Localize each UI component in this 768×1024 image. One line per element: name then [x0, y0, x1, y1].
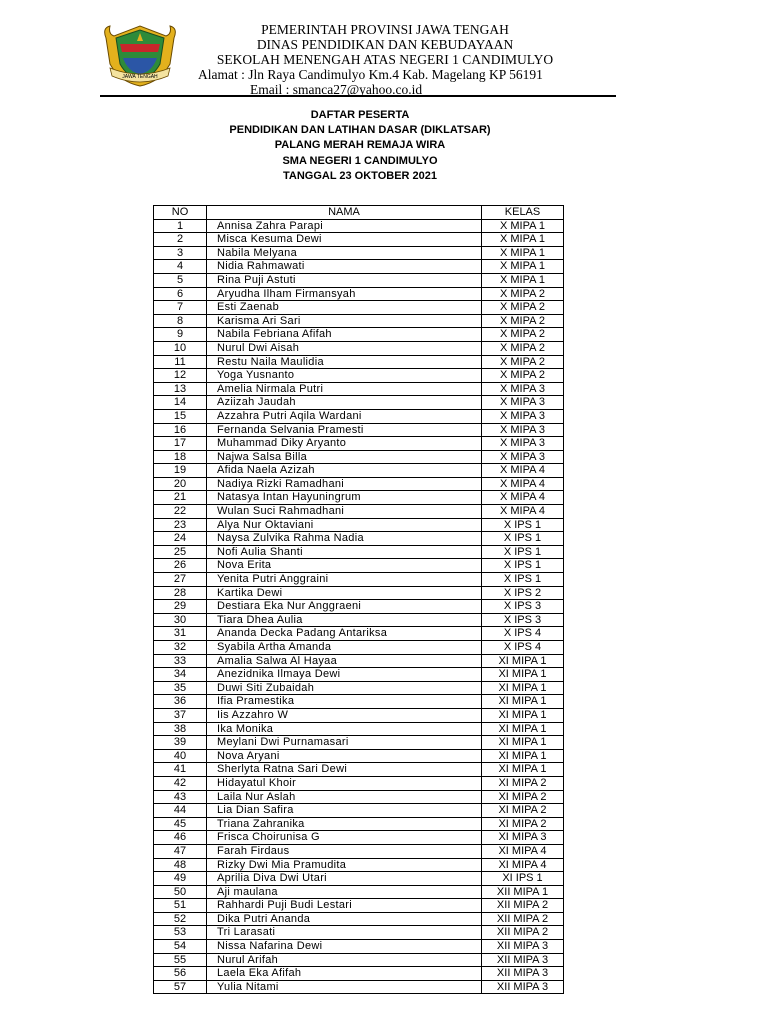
cell-kelas: XI MIPA 1 — [482, 681, 564, 695]
cell-nama: Farah Firdaus — [207, 844, 482, 858]
cell-no: 44 — [154, 804, 207, 818]
table-row — [154, 613, 564, 627]
table-row — [154, 355, 564, 369]
cell-no: 55 — [154, 953, 207, 967]
cell-no: 1 — [154, 219, 207, 233]
cell-no: 57 — [154, 980, 207, 994]
table-row — [154, 804, 564, 818]
cell-no: 43 — [154, 790, 207, 804]
table-row — [154, 314, 564, 328]
cell-no: 49 — [154, 872, 207, 886]
cell-nama: Iis Azzahro W — [207, 708, 482, 722]
column-header-kelas: KELAS — [482, 206, 564, 220]
table-row — [154, 341, 564, 355]
table-row — [154, 328, 564, 342]
cell-kelas: X IPS 4 — [482, 627, 564, 641]
cell-no: 6 — [154, 287, 207, 301]
table-row — [154, 477, 564, 491]
cell-nama: Dika Putri Ananda — [207, 912, 482, 926]
cell-nama: Nofi Aulia Shanti — [207, 545, 482, 559]
cell-kelas: X IPS 3 — [482, 600, 564, 614]
cell-no: 15 — [154, 409, 207, 423]
cell-kelas: XI MIPA 1 — [482, 749, 564, 763]
cell-nama: Natasya Intan Hayuningrum — [207, 491, 482, 505]
cell-no: 47 — [154, 844, 207, 858]
cell-kelas: X MIPA 3 — [482, 409, 564, 423]
cell-kelas: XI IPS 1 — [482, 872, 564, 886]
cell-kelas: XI MIPA 2 — [482, 790, 564, 804]
cell-kelas: XII MIPA 2 — [482, 912, 564, 926]
cell-kelas: X MIPA 3 — [482, 396, 564, 410]
cell-kelas: XI MIPA 4 — [482, 858, 564, 872]
table-row — [154, 899, 564, 913]
cell-nama: Esti Zaenab — [207, 301, 482, 315]
cell-nama: Najwa Salsa Billa — [207, 450, 482, 464]
table-row — [154, 722, 564, 736]
heading-line-4: SMA NEGERI 1 CANDIMULYO — [282, 154, 438, 167]
cell-nama: Amelia Nirmala Putri — [207, 382, 482, 396]
cell-nama: Lia Dian Safira — [207, 804, 482, 818]
cell-nama: Meylani Dwi Purnamasari — [207, 736, 482, 750]
cell-kelas: XII MIPA 3 — [482, 980, 564, 994]
cell-no: 22 — [154, 505, 207, 519]
cell-kelas: X IPS 1 — [482, 518, 564, 532]
cell-kelas: X MIPA 1 — [482, 260, 564, 274]
cell-nama: Misca Kesuma Dewi — [207, 233, 482, 247]
cell-no: 23 — [154, 518, 207, 532]
table-row — [154, 763, 564, 777]
table-row — [154, 695, 564, 709]
cell-nama: Aprilia Diva Dwi Utari — [207, 872, 482, 886]
cell-no: 30 — [154, 613, 207, 627]
table-row — [154, 246, 564, 260]
cell-no: 7 — [154, 301, 207, 315]
cell-kelas: X MIPA 2 — [482, 369, 564, 383]
cell-nama: Nadiya Rizki Ramadhani — [207, 477, 482, 491]
cell-no: 8 — [154, 314, 207, 328]
cell-kelas: XI MIPA 1 — [482, 695, 564, 709]
cell-kelas: XI MIPA 2 — [482, 817, 564, 831]
table-row — [154, 518, 564, 532]
table-row — [154, 736, 564, 750]
cell-nama: Muhammad Diky Aryanto — [207, 437, 482, 451]
heading-line-3: PALANG MERAH REMAJA WIRA — [274, 139, 446, 152]
cell-nama: Syabila Artha Amanda — [207, 641, 482, 655]
cell-kelas: X IPS 3 — [482, 613, 564, 627]
table-row — [154, 464, 564, 478]
cell-kelas: XI MIPA 1 — [482, 654, 564, 668]
cell-kelas: XI MIPA 3 — [482, 831, 564, 845]
table-row — [154, 668, 564, 682]
cell-nama: Naysa Zulvika Rahma Nadia — [207, 532, 482, 546]
cell-kelas: X MIPA 1 — [482, 273, 564, 287]
cell-no: 41 — [154, 763, 207, 777]
cell-nama: Anezidnika Ilmaya Dewi — [207, 668, 482, 682]
heading-line-5: TANGGAL 23 OKTOBER 2021 — [282, 169, 438, 182]
table-row — [154, 627, 564, 641]
letterhead-divider — [100, 95, 616, 97]
cell-no: 28 — [154, 586, 207, 600]
cell-nama: Fernanda Selvania Pramesti — [207, 423, 482, 437]
cell-nama: Ika Monika — [207, 722, 482, 736]
cell-kelas: X MIPA 3 — [482, 437, 564, 451]
table-row — [154, 409, 564, 423]
cell-nama: Rina Puji Astuti — [207, 273, 482, 287]
cell-kelas: XI MIPA 1 — [482, 736, 564, 750]
table-row — [154, 586, 564, 600]
cell-kelas: XII MIPA 1 — [482, 885, 564, 899]
cell-kelas: X IPS 4 — [482, 641, 564, 655]
table-row — [154, 885, 564, 899]
cell-no: 19 — [154, 464, 207, 478]
table-row — [154, 681, 564, 695]
table-row — [154, 287, 564, 301]
cell-nama: Nurul Dwi Aisah — [207, 341, 482, 355]
cell-nama: Annisa Zahra Parapi — [207, 219, 482, 233]
table-row — [154, 450, 564, 464]
cell-kelas: X MIPA 3 — [482, 382, 564, 396]
cell-kelas: XI MIPA 1 — [482, 763, 564, 777]
column-header-nama: NAMA — [207, 206, 482, 220]
table-row — [154, 437, 564, 451]
heading-line-1: DAFTAR PESERTA — [310, 109, 410, 121]
cell-nama: Aziizah Jaudah — [207, 396, 482, 410]
cell-nama: Destiara Eka Nur Anggraeni — [207, 600, 482, 614]
cell-nama: Hidayatul Khoir — [207, 776, 482, 790]
cell-nama: Ifia Pramestika — [207, 695, 482, 709]
cell-kelas: X MIPA 2 — [482, 328, 564, 342]
letterhead — [190, 22, 580, 97]
cell-nama: Laila Nur Aslah — [207, 790, 482, 804]
cell-kelas: X MIPA 1 — [482, 233, 564, 247]
cell-kelas: XII MIPA 3 — [482, 967, 564, 981]
cell-kelas: XII MIPA 3 — [482, 953, 564, 967]
cell-kelas: XI MIPA 1 — [482, 668, 564, 682]
table-row — [154, 790, 564, 804]
table-row — [154, 831, 564, 845]
cell-no: 45 — [154, 817, 207, 831]
cell-no: 5 — [154, 273, 207, 287]
participant-table — [153, 205, 564, 994]
cell-no: 13 — [154, 382, 207, 396]
cell-no: 9 — [154, 328, 207, 342]
cell-kelas: X IPS 1 — [482, 545, 564, 559]
cell-nama: Frisca Choirunisa G — [207, 831, 482, 845]
cell-no: 16 — [154, 423, 207, 437]
cell-no: 46 — [154, 831, 207, 845]
table-row — [154, 967, 564, 981]
table-row — [154, 301, 564, 315]
cell-kelas: X MIPA 3 — [482, 450, 564, 464]
cell-no: 31 — [154, 627, 207, 641]
letterhead-email: Email : smanca27@yahoo.co.id — [250, 82, 423, 97]
cell-no: 20 — [154, 477, 207, 491]
table-row — [154, 912, 564, 926]
cell-nama: Yulia Nitami — [207, 980, 482, 994]
cell-nama: Alya Nur Oktaviani — [207, 518, 482, 532]
cell-no: 29 — [154, 600, 207, 614]
cell-no: 50 — [154, 885, 207, 899]
cell-kelas: XI MIPA 2 — [482, 776, 564, 790]
cell-kelas: X MIPA 3 — [482, 423, 564, 437]
table-row — [154, 817, 564, 831]
cell-no: 39 — [154, 736, 207, 750]
cell-nama: Afida Naela Azizah — [207, 464, 482, 478]
table-body — [154, 219, 564, 994]
table-row — [154, 953, 564, 967]
table-row — [154, 423, 564, 437]
cell-no: 21 — [154, 491, 207, 505]
cell-no: 17 — [154, 437, 207, 451]
cell-no: 24 — [154, 532, 207, 546]
table-row — [154, 940, 564, 954]
cell-nama: Laela Eka Afifah — [207, 967, 482, 981]
table-row — [154, 749, 564, 763]
cell-kelas: X MIPA 1 — [482, 219, 564, 233]
letterhead-line-2: DINAS PENDIDIKAN DAN KEBUDAYAAN — [256, 37, 514, 52]
cell-kelas: X MIPA 4 — [482, 505, 564, 519]
cell-kelas: X MIPA 4 — [482, 491, 564, 505]
cell-kelas: X MIPA 2 — [482, 341, 564, 355]
cell-no: 51 — [154, 899, 207, 913]
letterhead-line-1: PEMERINTAH PROVINSI JAWA TENGAH — [261, 22, 509, 37]
table-row — [154, 396, 564, 410]
cell-kelas: X IPS 1 — [482, 559, 564, 573]
cell-no: 37 — [154, 708, 207, 722]
cell-kelas: X MIPA 2 — [482, 287, 564, 301]
table-row — [154, 926, 564, 940]
cell-no: 14 — [154, 396, 207, 410]
cell-no: 27 — [154, 573, 207, 587]
cell-nama: Kartika Dewi — [207, 586, 482, 600]
cell-kelas: XI MIPA 1 — [482, 722, 564, 736]
table-row — [154, 559, 564, 573]
cell-no: 4 — [154, 260, 207, 274]
cell-nama: Aji maulana — [207, 885, 482, 899]
cell-nama: Karisma Ari Sari — [207, 314, 482, 328]
cell-kelas: X MIPA 4 — [482, 477, 564, 491]
cell-no: 35 — [154, 681, 207, 695]
cell-no: 40 — [154, 749, 207, 763]
cell-nama: Nova Erita — [207, 559, 482, 573]
cell-no: 48 — [154, 858, 207, 872]
letterhead-line-3: SEKOLAH MENENGAH ATAS NEGERI 1 CANDIMULYO — [216, 52, 554, 67]
table-row — [154, 233, 564, 247]
cell-no: 32 — [154, 641, 207, 655]
table-row — [154, 872, 564, 886]
cell-nama: Nissa Nafarina Dewi — [207, 940, 482, 954]
cell-no: 34 — [154, 668, 207, 682]
cell-nama: Rahhardi Puji Budi Lestari — [207, 899, 482, 913]
cell-nama: Yenita Putri Anggraini — [207, 573, 482, 587]
cell-no: 33 — [154, 654, 207, 668]
cell-no: 38 — [154, 722, 207, 736]
cell-no: 26 — [154, 559, 207, 573]
table-row — [154, 573, 564, 587]
cell-kelas: X MIPA 2 — [482, 314, 564, 328]
table-row — [154, 776, 564, 790]
table-row — [154, 545, 564, 559]
table-row — [154, 369, 564, 383]
cell-nama: Azzahra Putri Aqila Wardani — [207, 409, 482, 423]
cell-no: 3 — [154, 246, 207, 260]
cell-nama: Yoga Yusnanto — [207, 369, 482, 383]
jawa-tengah-emblem-icon — [100, 20, 180, 90]
document-heading — [180, 108, 540, 184]
table-row — [154, 382, 564, 396]
cell-nama: Amalia Salwa Al Hayaa — [207, 654, 482, 668]
cell-nama: Duwi Siti Zubaidah — [207, 681, 482, 695]
letterhead-address: Alamat : Jln Raya Candimulyo Km.4 Kab. Magelang KP 56191 — [198, 67, 543, 82]
table-row — [154, 708, 564, 722]
table-row — [154, 858, 564, 872]
table-row — [154, 505, 564, 519]
cell-no: 11 — [154, 355, 207, 369]
cell-no: 2 — [154, 233, 207, 247]
cell-nama: Nova Aryani — [207, 749, 482, 763]
cell-no: 53 — [154, 926, 207, 940]
table-row — [154, 641, 564, 655]
cell-kelas: XI MIPA 4 — [482, 844, 564, 858]
table-row — [154, 654, 564, 668]
cell-nama: Nurul Arifah — [207, 953, 482, 967]
cell-kelas: XI MIPA 1 — [482, 708, 564, 722]
cell-nama: Triana Zahranika — [207, 817, 482, 831]
cell-kelas: XII MIPA 3 — [482, 940, 564, 954]
table-row — [154, 980, 564, 994]
table-row — [154, 260, 564, 274]
table-header-row — [154, 206, 564, 220]
cell-nama: Nabila Febriana Afifah — [207, 328, 482, 342]
table-row — [154, 600, 564, 614]
cell-kelas: X MIPA 2 — [482, 301, 564, 315]
cell-no: 42 — [154, 776, 207, 790]
cell-kelas: XII MIPA 2 — [482, 899, 564, 913]
cell-nama: Nidia Rahmawati — [207, 260, 482, 274]
emblem-ribbon-text: JAWA TENGAH — [122, 74, 158, 80]
heading-line-2: PENDIDIKAN DAN LATIHAN DASAR (DIKLATSAR) — [229, 124, 491, 137]
cell-kelas: XII MIPA 2 — [482, 926, 564, 940]
cell-nama: Tiara Dhea Aulia — [207, 613, 482, 627]
cell-kelas: X IPS 1 — [482, 532, 564, 546]
cell-kelas: X MIPA 1 — [482, 246, 564, 260]
cell-no: 54 — [154, 940, 207, 954]
cell-nama: Rizky Dwi Mia Pramudita — [207, 858, 482, 872]
cell-nama: Sherlyta Ratna Sari Dewi — [207, 763, 482, 777]
table-row — [154, 844, 564, 858]
cell-no: 56 — [154, 967, 207, 981]
cell-no: 18 — [154, 450, 207, 464]
cell-nama: Nabila Melyana — [207, 246, 482, 260]
cell-nama: Wulan Suci Rahmadhani — [207, 505, 482, 519]
cell-no: 10 — [154, 341, 207, 355]
cell-nama: Tri Larasati — [207, 926, 482, 940]
table-row — [154, 532, 564, 546]
cell-no: 12 — [154, 369, 207, 383]
cell-nama: Ananda Decka Padang Antariksa — [207, 627, 482, 641]
table-row — [154, 273, 564, 287]
cell-kelas: X IPS 1 — [482, 573, 564, 587]
table-row — [154, 219, 564, 233]
cell-no: 52 — [154, 912, 207, 926]
cell-kelas: XI MIPA 2 — [482, 804, 564, 818]
cell-kelas: X MIPA 4 — [482, 464, 564, 478]
column-header-no: NO — [154, 206, 207, 220]
cell-nama: Restu Naila Maulidia — [207, 355, 482, 369]
cell-no: 36 — [154, 695, 207, 709]
cell-kelas: X IPS 2 — [482, 586, 564, 600]
cell-kelas: X MIPA 2 — [482, 355, 564, 369]
cell-nama: Aryudha Ilham Firmansyah — [207, 287, 482, 301]
cell-no: 25 — [154, 545, 207, 559]
table-row — [154, 491, 564, 505]
